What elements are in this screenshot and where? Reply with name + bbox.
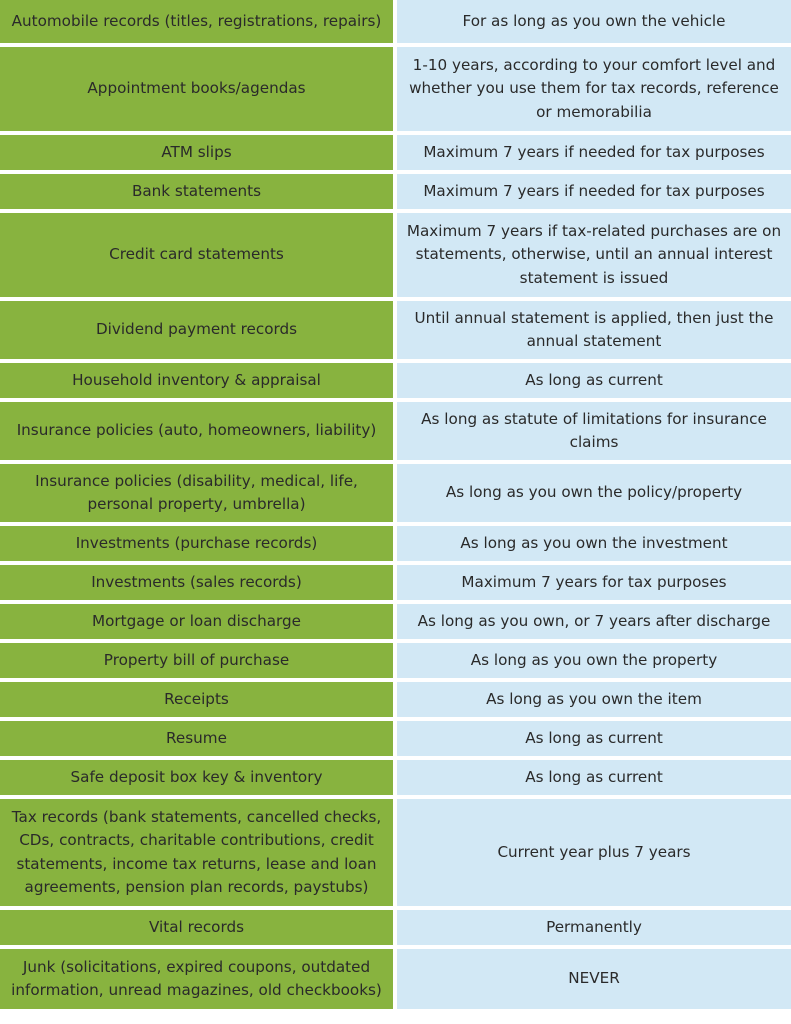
table-row [0,760,791,795]
table-row [0,135,791,170]
table-row [0,301,791,359]
category-cell: Bank statements [0,174,393,209]
category-cell: Investments (purchase records) [0,526,393,561]
category-cell: Safe deposit box key & inventory [0,760,393,795]
retention-cell: As long as you own the investment [397,526,791,561]
table-row [0,174,791,209]
table-row [0,213,791,297]
retention-cell: As long as current [397,363,791,398]
category-cell: Appointment books/agendas [0,47,393,131]
category-cell: Receipts [0,682,393,717]
table-row [0,363,791,398]
retention-cell: Maximum 7 years for tax purposes [397,565,791,600]
table-row [0,643,791,678]
retention-cell: NEVER [397,949,791,1009]
category-cell: Investments (sales records) [0,565,393,600]
table-row [0,910,791,945]
category-cell: Tax records (bank statements, cancelled checks, CDs, contracts, charitable contributions, credit statements, income tax returns, lease and loan agreements, pension plan records, paystubs) [0,799,393,906]
category-cell: Vital records [0,910,393,945]
retention-cell: As long as you own, or 7 years after discharge [397,604,791,639]
table-row [0,682,791,717]
table-row [0,464,791,522]
retention-cell: As long as you own the property [397,643,791,678]
table-row [0,47,791,131]
retention-cell: Current year plus 7 years [397,799,791,906]
retention-cell: As long as statute of limitations for insurance claims [397,402,791,460]
retention-cell: As long as current [397,721,791,756]
category-cell: Automobile records (titles, registrations, repairs) [0,0,393,43]
retention-cell: As long as you own the policy/property [397,464,791,522]
category-cell: Credit card statements [0,213,393,297]
table-row [0,721,791,756]
table-row [0,0,791,43]
category-cell: Insurance policies (auto, homeowners, liability) [0,402,393,460]
retention-cell: Maximum 7 years if tax-related purchases are on statements, otherwise, until an annual interest statement is issued [397,213,791,297]
table-row [0,799,791,906]
retention-cell: Permanently [397,910,791,945]
category-cell: Mortgage or loan discharge [0,604,393,639]
category-cell: Insurance policies (disability, medical, life, personal property, umbrella) [0,464,393,522]
table-row [0,565,791,600]
category-cell: Dividend payment records [0,301,393,359]
table-row [0,526,791,561]
category-cell: Resume [0,721,393,756]
retention-cell: As long as current [397,760,791,795]
retention-cell: As long as you own the item [397,682,791,717]
retention-cell: Until annual statement is applied, then just the annual statement [397,301,791,359]
retention-cell: For as long as you own the vehicle [397,0,791,43]
table-row [0,402,791,460]
category-cell: Junk (solicitations, expired coupons, outdated information, unread magazines, old checkbooks) [0,949,393,1009]
category-cell: Property bill of purchase [0,643,393,678]
retention-cell: 1-10 years, according to your comfort level and whether you use them for tax records, reference or memorabilia [397,47,791,131]
category-cell: ATM slips [0,135,393,170]
category-cell: Household inventory & appraisal [0,363,393,398]
table-row [0,949,791,1009]
retention-cell: Maximum 7 years if needed for tax purposes [397,174,791,209]
table-row [0,604,791,639]
retention-cell: Maximum 7 years if needed for tax purposes [397,135,791,170]
